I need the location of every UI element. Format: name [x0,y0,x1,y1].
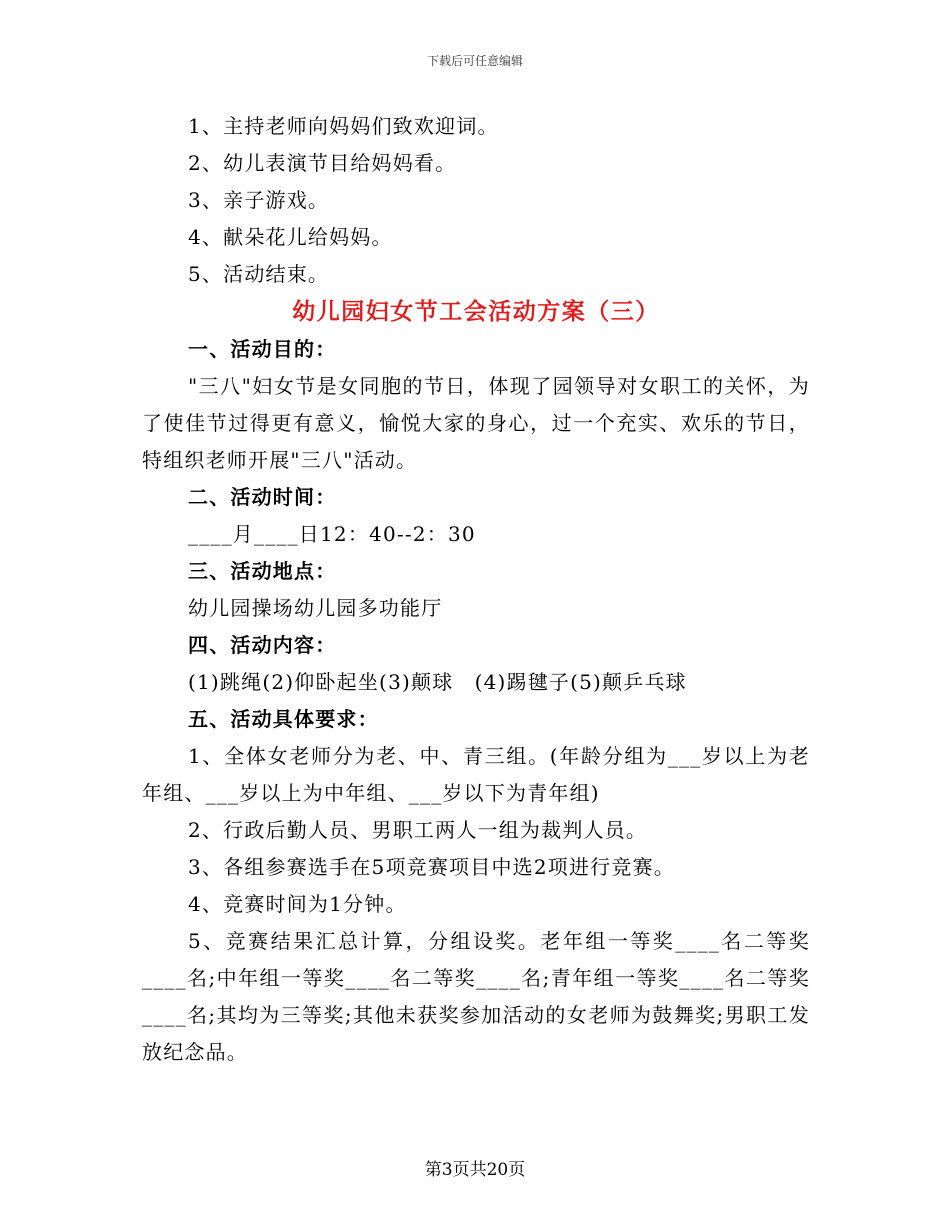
section-body-location: 幼儿园操场幼儿园多功能厅 [188,596,443,620]
list-item: 5、活动结束。 [188,262,330,286]
document-title: 幼儿园妇女节工会活动方案（三） [292,298,660,325]
section-heading-purpose: 一、活动目的： [188,337,337,361]
page-footer: 第3页共20页 [424,1160,526,1180]
page-header: 下载后可任意编辑 [426,54,523,68]
section-body-content: (1)跳绳(2)仰卧起坐(3)颠球 (4)踢毽子(5)颠乒乓球 [188,670,687,694]
list-item: 1、主持老师向妈妈们致欢迎词。 [188,114,499,138]
list-item: 3、亲子游戏。 [188,188,330,212]
section-heading-content: 四、活动内容： [188,633,337,657]
list-item: 2、幼儿表演节目给妈妈看。 [188,151,457,175]
section-body-purpose: "三八"妇女节是女同胞的节日，体现了园领导对女职工的关怀，为了使佳节过得更有意义，愉悦大家的身心，过一个充实、欢乐的节日，特组织老师开展"三八"活动。 [142,374,810,472]
requirement-item: 4、竞赛时间为1分钟。 [188,892,407,916]
requirement-item: 3、各组参赛选手在5项竞赛项目中选2项进行竞赛。 [188,855,675,879]
section-heading-requirements: 五、活动具体要求： [188,707,379,731]
document-body [142,108,810,1071]
section-body-time: ____月____日12：40--2：30 [188,522,476,546]
requirement-item: 2、行政后勤人员、男职工两人一组为裁判人员。 [188,818,648,842]
section-heading-location: 三、活动地点： [188,559,337,583]
list-item: 4、献朵花儿给妈妈。 [188,225,393,249]
section-heading-time: 二、活动时间： [188,485,337,509]
requirement-item: 5、竞赛结果汇总计算，分组设奖。老年组一等奖____名二等奖____名;中年组一等奖____名二等奖____名;青年组一等奖____名二等奖____名;其均为三等奖;其他未获奖参加活动的女老师为鼓舞奖;男职工发放纪念品。 [142,929,810,1064]
requirement-item: 1、全体女老师分为老、中、青三组。(年龄分组为___岁以上为老年组、___岁以上为中年组、___岁以下为青年组) [142,744,810,805]
